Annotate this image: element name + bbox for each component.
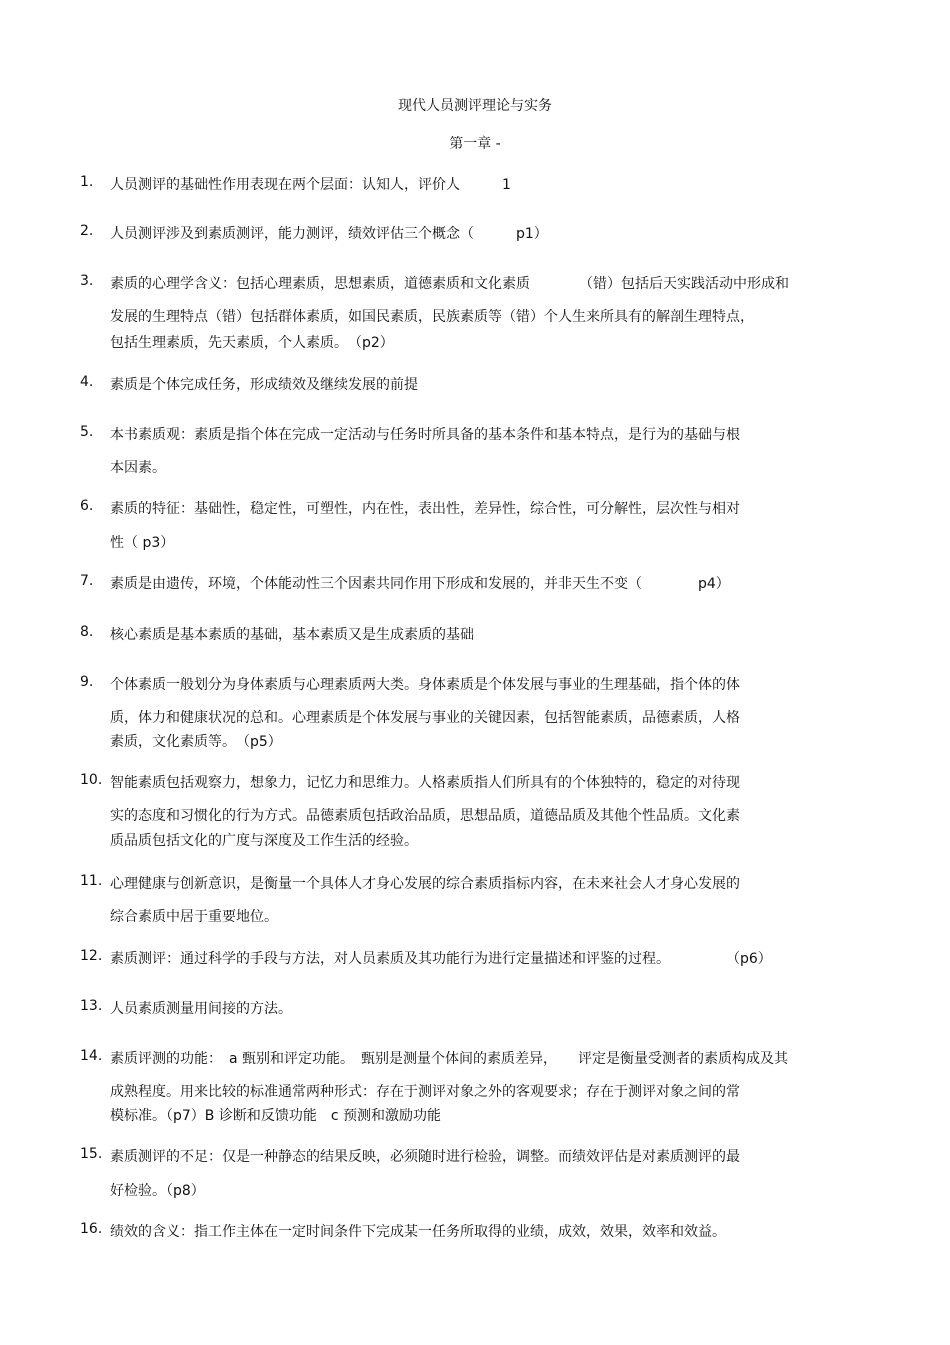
item-text: 素质的特征：基础性，稳定性，可塑性，内在性，表出性，差异性，综合性，可分解性，层次性与相对 (110, 501, 740, 517)
item-text: 智能素质包括观察力，想象力，记忆力和思维力。人格素质指人们所具有的个体独特的，稳定的对待现 (110, 775, 740, 791)
item-text: 实的态度和习惯化的行为方式。品德素质包括政治品质，思想品质，道德品质及其他个性品质。文化素 (110, 808, 740, 824)
item-text: 素质测评的不足：仅是一种静态的结果反映，必须随时进行检验，调整。而绩效评估是对素质测评的最 (110, 1149, 740, 1165)
document-title: 现代人员测评理论与实务 (398, 98, 552, 114)
item-text: 本因素。 (110, 460, 166, 476)
item-text: 素质是由遗传，环境，个体能动性三个因素共同作用下形成和发展的，并非天生不变（ p4） (110, 576, 730, 592)
item-text: 人员测评涉及到素质测评，能力测评，绩效评估三个概念（ p1） (110, 226, 548, 242)
item-number: 14. (80, 1048, 103, 1064)
item-number: 4. (80, 374, 94, 390)
item-text: 个体素质一般划分为身体素质与心理素质两大类。身体素质是个体发展与事业的生理基础，指个体的体 (110, 677, 740, 693)
item-text: 性（ p3） (110, 535, 175, 551)
item-text: 发展的生理特点（错）包括群体素质，如国民素质，民族素质等（错）个人生来所具有的解剖生理特点， (110, 309, 754, 325)
item-text: 素质的心理学含义：包括心理素质，思想素质，道德素质和文化素质 （错）包括后天实践活动中形成和 (110, 276, 789, 292)
item-number: 12. (80, 948, 103, 964)
item-text: 心理健康与创新意识，是衡量一个具体人才身心发展的综合素质指标内容，在未来社会人才身心发展的 (110, 876, 740, 892)
item-text: 素质，文化素质等。 （p5） (110, 734, 282, 750)
item-text: 本书素质观：素质是指个体在完成一定活动与任务时所具备的基本条件和基本特点，是行为的基础与根 (110, 427, 740, 443)
item-number: 2. (80, 223, 94, 239)
item-number: 11. (80, 873, 103, 889)
item-number: 6. (80, 498, 94, 514)
item-text: 质，体力和健康状况的总和。心理素质是个体发展与事业的关键因素，包括智能素质，品德素质，人格 (110, 710, 740, 726)
item-text: 包括生理素质，先天素质，个人素质。 （p2） (110, 335, 394, 351)
item-number: 5. (80, 424, 94, 440)
item-text: 绩效的含义：指工作主体在一定时间条件下完成某一任务所取得的业绩，成效，效果，效率和效益。 (110, 1224, 726, 1240)
chapter-heading: 第一章 - (449, 136, 501, 152)
item-number: 13. (80, 998, 103, 1014)
item-text: 质品质包括文化的广度与深度及工作生活的经验。 (110, 833, 418, 849)
item-number: 8. (80, 624, 94, 640)
item-text: 素质测评：通过科学的手段与方法，对人员素质及其功能行为进行定量描述和评鉴的过程。 （p6） (110, 951, 772, 967)
item-number: 15. (80, 1146, 103, 1162)
item-text: 综合素质中居于重要地位。 (110, 909, 278, 925)
item-text: 成熟程度。用来比较的标准通常两种形式：存在于测评对象之外的客观要求；存在于测评对象之间的常 (110, 1084, 740, 1100)
item-text: 模标准。（p7）B 诊断和反馈功能 c 预测和激励功能 (110, 1108, 441, 1124)
item-number: 1. (80, 174, 94, 190)
item-text: 人员素质测量用间接的方法。 (110, 1001, 292, 1017)
item-text: 核心素质是基本素质的基础，基本素质又是生成素质的基础 (110, 627, 474, 643)
item-text: 好检验。（p8） (110, 1183, 205, 1199)
item-number: 16. (80, 1221, 103, 1237)
item-text: 素质是个体完成任务，形成绩效及继续发展的前提 (110, 377, 418, 393)
item-number: 7. (80, 573, 94, 589)
item-number: 9. (80, 674, 94, 690)
item-text: 人员测评的基础性作用表现在两个层面：认知人，评价人 1 (110, 177, 511, 193)
item-text: 素质评测的功能： a 甄别和评定功能。 甄别是测量个体间的素质差异， 评定是衡量受测者的素质构成及其 (110, 1051, 789, 1067)
item-number: 3. (80, 273, 94, 289)
item-number: 10. (80, 772, 103, 788)
